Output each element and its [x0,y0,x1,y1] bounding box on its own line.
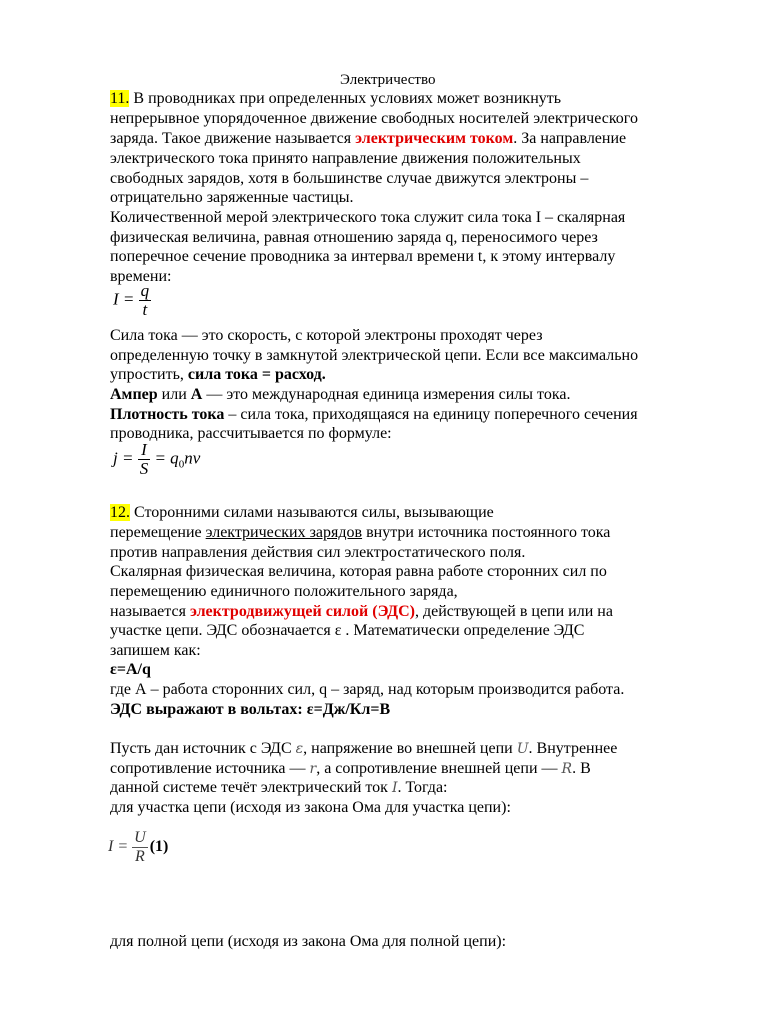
formula-lhs: I = [108,838,129,856]
denominator: S [139,459,149,478]
section-11-number: 11. [110,90,130,107]
section-11-line-6: отрицательно заряженные частицы. [110,189,354,206]
section-12-line-6 [110,602,613,622]
section-11-line-10: времени: [110,268,172,285]
ohm-line-3 [110,778,448,798]
ohm-line-5: для полной цепи (исходя из закона Ома для полной цепи): [110,933,507,950]
fraction [138,441,151,478]
text: или [157,386,191,403]
section-11-line-13 [110,365,326,385]
text: . Тогда: [397,779,448,796]
page-title: Электричество [340,72,436,88]
numerator: I [138,441,151,460]
section-12-line-1 [110,503,494,523]
formula-rhs-tail: nv [184,448,201,468]
section-11-line-9: поперечное сечение проводника за интервал времени t, к этому интервалу [110,248,616,265]
text: . Внутреннее [528,740,618,757]
section-11-line-5: свободных зарядов, хотя в большинстве случае движутся электроны – [110,170,589,187]
formula-ohm-section [108,829,168,866]
term-emf: электродвижущей силой (ЭДС) [189,603,415,620]
link-electric-charges[interactable]: электрических зарядов [205,524,363,541]
text: — это международная единица измерения силы тока. [202,386,571,403]
ohm-line-4: для участка цепи (исходя из закона Ома для участка цепи): [110,799,511,816]
section-11-line-4: электрического тока принято направление движения положительных [110,150,581,167]
section-11-line-14 [110,385,570,405]
text: В проводниках при определенных условиях может возникнуть [129,90,562,107]
section-11-line-1 [110,89,561,109]
text: , напряжение во внешней цепи [303,740,517,757]
formula-current-density [113,441,200,478]
text: Сторонними силами называются силы, вызывающие [130,504,494,521]
section-11-line-3 [110,129,626,149]
fraction [132,829,148,866]
section-12-line-3: против направления действия сил электростатического поля. [110,544,526,561]
text: упростить, [110,366,188,383]
formula-lhs: I = [113,289,135,309]
formula-lhs: j = [113,448,134,468]
section-12-line-4: Скалярная физическая величина, которая равна работе сторонних сил по [110,563,607,580]
text: данной системе течёт электрический ток [110,779,392,796]
section-12-number: 12. [110,504,130,521]
section-11-line-11: Сила тока — это скорость, с которой электроны проходят через [110,327,543,344]
text: , действующей в цепи или на [414,603,613,620]
formula-rhs: = q [154,448,179,468]
ohm-line-2 [110,759,591,779]
bold-term-current-density: Плотность тока [110,406,225,423]
section-11-line-2: непрерывное упорядоченное движение свободных носителей электрического [110,110,638,127]
section-11-line-12: определенную точку в замкнутой электрической цепи. Если все максимально [110,347,639,364]
text: называется [110,603,190,620]
fraction [139,282,152,319]
formula-emf: ε=A/q [110,661,151,678]
bold-term-ampere: Ампер [110,386,158,403]
section-11-line-7: Количественной мерой электрического тока служит сила тока I – скалярная [110,209,626,226]
symbol-external-resistance: R [561,761,573,777]
section-11-line-15 [110,405,638,425]
subscript: 0 [178,458,185,471]
equation-number: (1) [149,838,169,856]
symbol-voltage: U [516,741,529,757]
symbol-emf: ε [295,741,304,757]
section-12-line-8: запишем как: [110,642,201,659]
section-12-line-2 [110,523,610,543]
bold-term-a: А [190,386,203,403]
section-12-line-10: где А – работа сторонних сил, q – заряд, над которым производится работа. [110,681,625,698]
symbol-internal-resistance: r [309,761,317,777]
text: внутри источника постоянного тока [362,524,611,541]
text: . За направление [513,130,627,147]
bold-text: сила тока = расход. [187,366,326,383]
text: перемещение [110,524,206,541]
formula-current-definition [113,282,151,319]
text: . В [572,760,591,777]
text: заряда. Такое движение называется [110,130,356,147]
text: , а сопротивление внешней цепи — [316,760,562,777]
section-11-line-8: физическая величина, равная отношению заряда q, переносимого через [110,229,598,246]
numerator: q [140,281,150,300]
text: сопротивление источника — [110,760,310,777]
denominator: R [135,848,145,865]
section-12-line-7: участке цепи. ЭДС обозначается ε . Математически определение ЭДС [110,622,585,639]
section-12-line-11: ЭДС выражают в вольтах: ε=Дж/Кл=В [110,701,391,718]
text: Пусть дан источник с ЭДС [110,740,296,757]
section-11-line-16: проводника, рассчитывается по формуле: [110,425,392,442]
section-12-line-5: перемещению единичного положительного заряда, [110,583,458,600]
symbol-current: I [391,780,398,796]
term-electric-current: электрическим током [355,130,514,147]
text: – сила тока, приходящаяся на единицу поперечного сечения [224,406,638,423]
denominator: t [142,300,148,319]
ohm-line-1 [110,739,617,759]
numerator: U [134,829,146,846]
